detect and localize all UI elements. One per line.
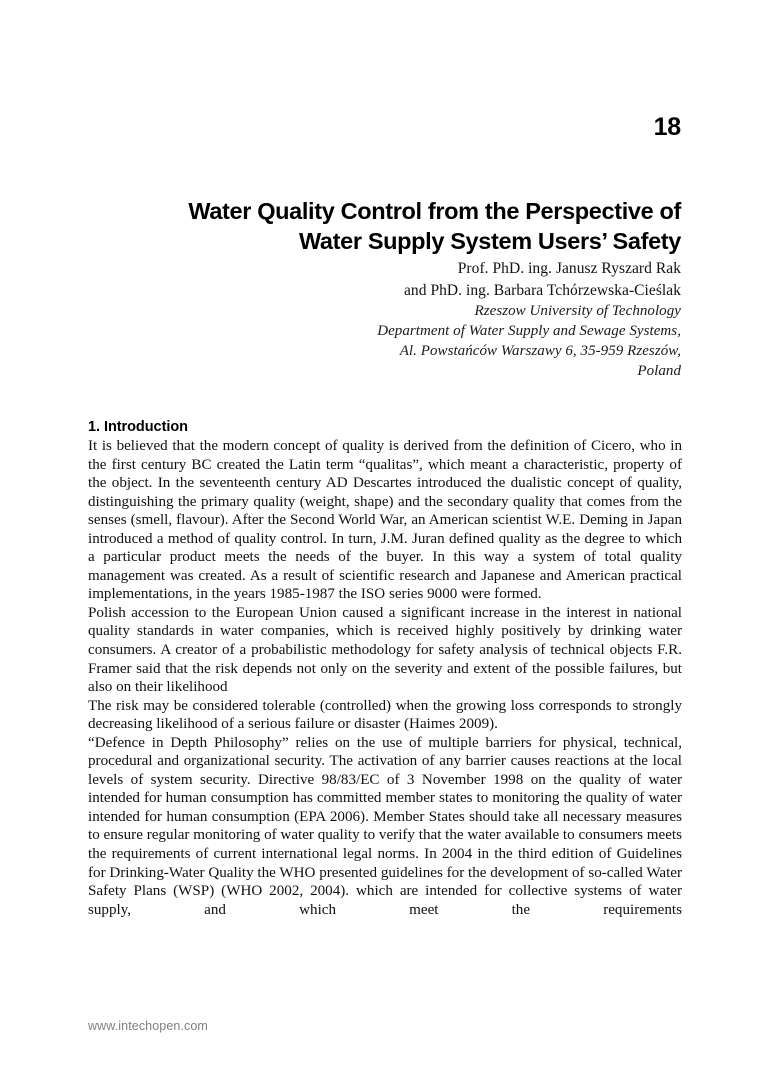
- paragraph-4: “Defence in Depth Philosophy” relies on the use of multiple barriers for physical, technical, procedural and organizational security. The activation of any barrier causes reactions at the local levels of system security. Directive 98/83/EC of 3 November 1998 on the quality of water intended for human consumption has committed member states to monitoring the quality of water intended for human consumption (EPA 2006). Member States should take all necessary measures to ensure regular monitoring of water quality to verify that the water available to consumers meets the requirements of current international legal norms. In 2004 in the third edition of Guidelines for Drinking-Water Quality the WHO presented guidelines for the development of so-called Water Safety Plans (WSP) (WHO 2002, 2004). which are intended for collective systems of water supply, and which meet the requirements: [88, 734, 682, 918]
- page-title-line-2: Water Supply System Users’ Safety: [298, 227, 681, 254]
- authors-affiliation-block: [88, 258, 681, 381]
- paragraph-1: It is believed that the modern concept of quality is derived from the definition of Cicero, who in the first century BC created the Latin term “qualitas”, which meant a characteristic, property of the object. In the seventeenth century AD Descartes introduced the dualistic concept of quality, distinguishing the primary quality (weight, shape) and the secondary quality that comes from the senses (smell, flavour). After the Second World War, an American scientist W.E. Deming in Japan introduced a method of quality control. In turn, J.M. Juran defined quality as the degree to which a particular product meets the needs of the buyer. In this way a system of total quality management was created. As a result of scientific research and Japanese and American practical implementations, in the years 1985-1987 the ISO series 9000 were formed.: [88, 438, 682, 603]
- footer-url: www.intechopen.com: [88, 1019, 208, 1033]
- author-line-2: and PhD. ing. Barbara Tchórzewska-Cieślak: [403, 281, 681, 299]
- paragraph-3: The risk may be considered tolerable (controlled) when the growing loss corresponds to strongly decreasing likelihood of a serious failure or disaster (Haimes 2009).: [88, 697, 682, 733]
- body-text: [88, 437, 682, 938]
- paragraph-2: Polish accession to the European Union caused a significant increase in the interest in national quality standards in water companies, which is received highly positively by drinking water consumers. A creator of a probabilistic methodology for safety analysis of technical objects F.R. Framer said that the risk depends not only on the severity and extent of the possible failures, but also on their likelihood: [88, 604, 682, 696]
- affiliation-line-1: Rzeszow University of Technology: [474, 303, 681, 319]
- affiliation-line-3: Al. Powstańców Warszawy 6, 35-959 Rzeszów,: [399, 343, 681, 359]
- affiliation-line-4: Poland: [637, 363, 681, 379]
- chapter-number: 18: [653, 113, 681, 141]
- page-title: [88, 196, 681, 256]
- section-heading-introduction: 1. Introduction: [88, 419, 188, 436]
- page-title-line-1: Water Quality Control from the Perspective of: [188, 197, 681, 224]
- author-line-1: Prof. PhD. ing. Janusz Ryszard Rak: [457, 260, 681, 277]
- affiliation-line-2: Department of Water Supply and Sewage Systems,: [377, 323, 681, 339]
